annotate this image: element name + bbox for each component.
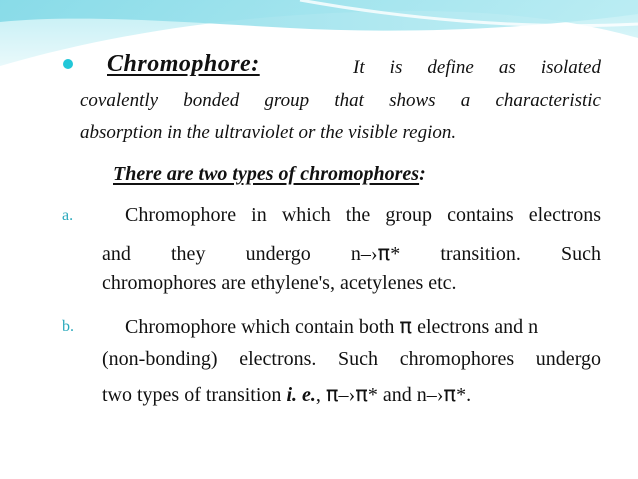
item-b-line-1 [125, 314, 601, 339]
ie-abbreviation: i. e. [286, 384, 316, 406]
item-b-text: electrons and n [412, 316, 539, 338]
types-heading [113, 163, 426, 186]
item-b-line-2: (non-bonding) electrons. Such chromophores undergo [102, 348, 601, 370]
types-heading-colon: : [419, 163, 426, 185]
pi-symbol: π [355, 382, 368, 406]
item-b-text: * and n–› [367, 384, 444, 406]
item-b-text: two types of transition [102, 384, 287, 406]
definition-line-3: absorption in the ultraviolet or the visible region. [80, 122, 457, 143]
types-heading-text: There are two types of chromophores [113, 163, 420, 185]
item-a-line-2 [102, 241, 601, 266]
item-a-text: * transition. Such [390, 243, 601, 265]
item-b-line-3 [102, 382, 601, 407]
item-a-line-1: Chromophore in which the group contains electrons [125, 204, 601, 226]
pi-symbol: π [377, 241, 391, 265]
item-b-text: –› [338, 384, 356, 406]
definition-line-2: covalently bonded group that shows a characteristic [80, 90, 601, 111]
definition-title: Chromophore: [107, 51, 260, 77]
definition-line-1: It is define as isolated [353, 57, 601, 78]
pi-symbol: π [325, 382, 339, 406]
bullet-dot [63, 59, 73, 69]
pi-symbol: π [399, 314, 413, 338]
item-b-text: , [315, 384, 326, 406]
item-a-marker: a. [62, 207, 74, 224]
item-b-text: Chromophore which contain both [125, 316, 400, 338]
item-a-line-3: chromophores are ethylene's, acetylenes etc. [102, 272, 457, 294]
item-a-text: and they undergo n–› [102, 243, 378, 265]
item-b-marker: b. [62, 318, 74, 335]
pi-symbol: π [443, 382, 457, 406]
item-b-text: *. [456, 384, 472, 406]
